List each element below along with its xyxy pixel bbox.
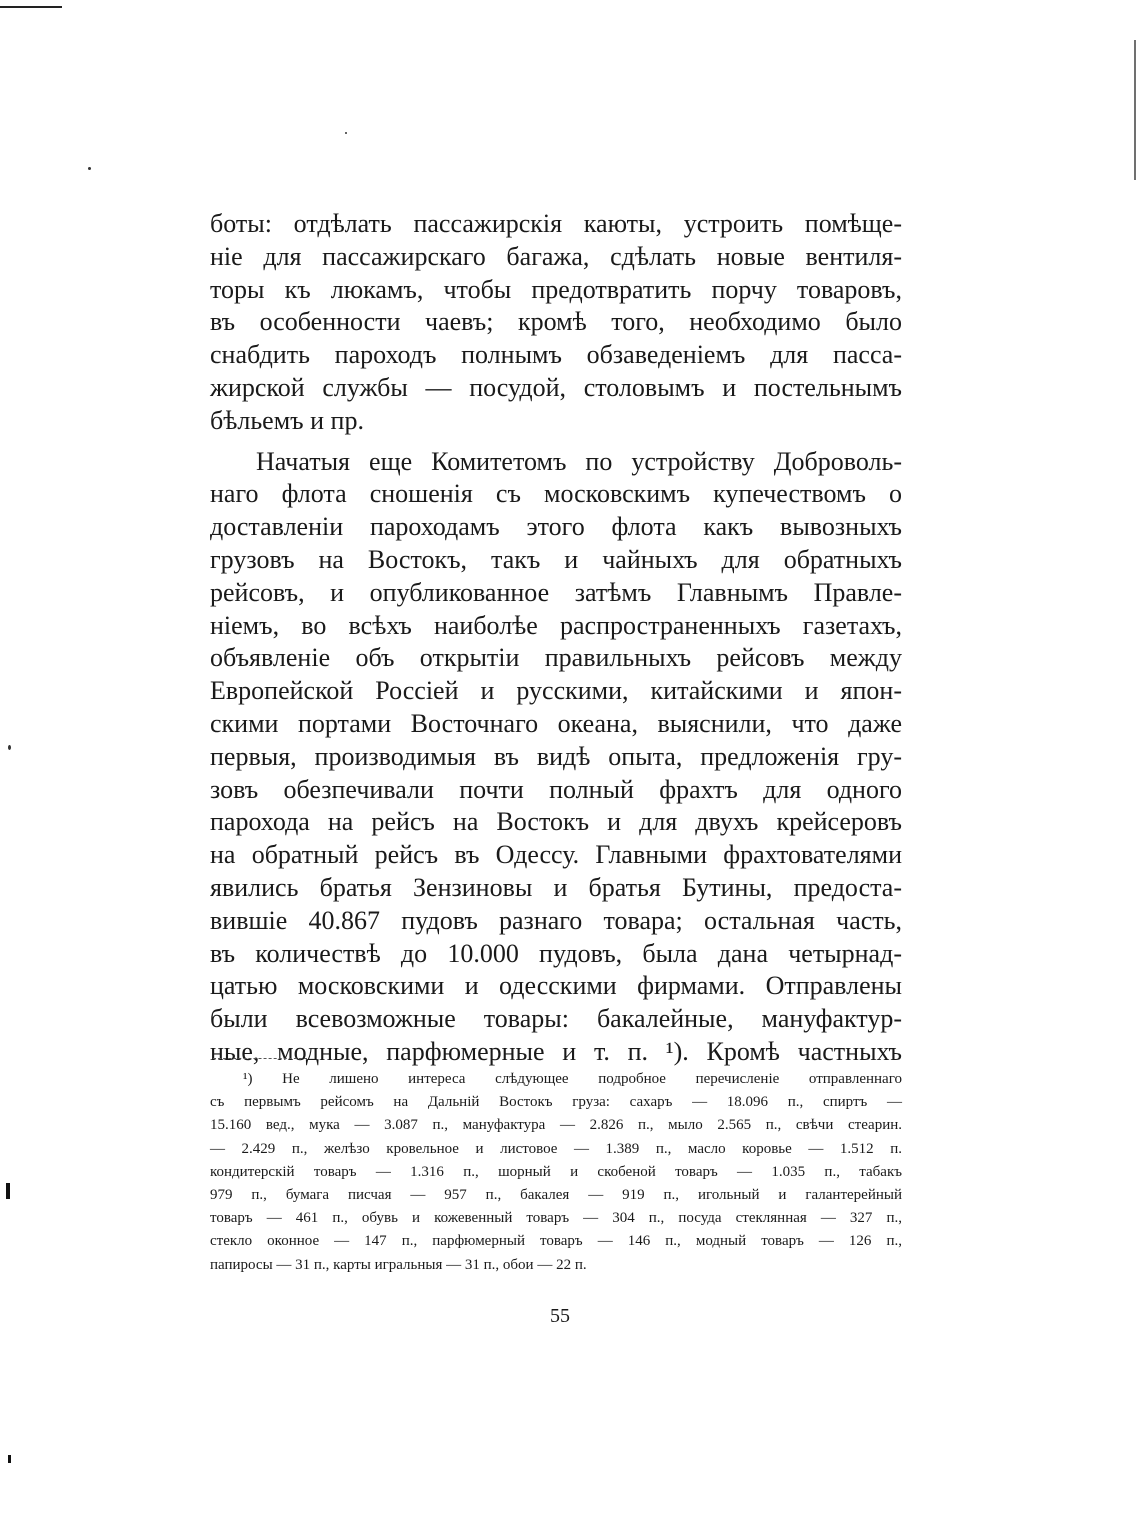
footnote-line: 979 п., бумага писчая — 957 п., бакалея — 919 п., игольный и галантерейный [210,1187,902,1204]
text-line: цатью московскими и одесскими фирмами. Отправлены [210,971,902,1001]
text-line: Европейской Россіей и русскими, китайскими и япон- [210,676,902,706]
scan-edge-mark [6,1183,10,1199]
scan-top-rule [0,6,62,8]
text-line: ніемъ, во всѣхъ наиболѣе распространенныхъ газетахъ, [210,610,902,640]
footnote-line: ¹) Не лишено интереса слѣдующее подробное перечисленіе отправленнаго [243,1071,902,1087]
text-line: въ количествѣ до 10.000 пудовъ, была дана четырнад- [210,938,902,968]
text-line: грузовъ на Востокъ, такъ и чайныхъ для обратныхъ [210,544,902,574]
text-line: явились братья Зензиновы и братья Бутины, предоста- [210,872,902,902]
paragraph-1 [210,208,902,438]
text-line: вившіе 40.867 пудовъ разнаго товара; остальная часть, [210,905,902,935]
text-line: на обратный рейсъ въ Одессу. Главными фрахтователями [210,840,902,870]
text-line: доставленіи пароходамъ этого флота какъ вывозныхъ [210,512,902,542]
text-line: рейсовъ, и опубликованное затѣмъ Главнымъ Правле- [210,577,902,607]
text-line: бѣльемъ и пр. [210,405,364,435]
text-line: снабдить пароходъ полнымъ обзаведеніемъ для пасса- [210,340,902,370]
footnote-line: папиросы — 31 п., карты игральныя — 31 п., обои — 22 п. [210,1256,587,1273]
footnote-separator [213,1058,307,1060]
text-line: Начатыя еще Комитетомъ по устройству Доброволь- [256,446,902,476]
text-line: были всевозможные товары: бакалейные, мануфактур- [210,1004,902,1034]
footnote-line: товаръ — 461 п., обувь и кожевенный товаръ — 304 п., посуда стеклянная — 327 п., [210,1210,902,1227]
footnote-line: 15.160 вед., мука — 3.087 п., мануфактура — 2.826 п., мыло 2.565 п., свѣчи стеарин. [210,1117,902,1134]
footnote-line: — 2.429 п., желѣзо кровельное и листовое — 1.389 п., масло коровье — 1.512 п. [210,1140,902,1157]
text-line: наго флота сношенія съ московскимъ купечествомъ о [210,479,902,509]
text-line: зовъ обезпечивали почти полный фрахтъ для одного [210,774,902,804]
text-line: объявленіе объ открытіи правильныхъ рейсовъ между [210,643,902,673]
footnote-line: съ первымъ рейсомъ на Дальній Востокъ груза: сахаръ — 18.096 п., спиртъ — [210,1094,902,1111]
text-line: ніе для пассажирскаго багажа, сдѣлать новые вентиля- [210,241,902,271]
text-line: ные, модные, парфюмерные и т. п. ¹). Кромѣ частныхъ [210,1036,902,1066]
text-line: первыя, производимыя въ видѣ опыта, предложенія гру- [210,741,902,771]
footnote-line: кондитерскій товаръ — 1.316 п., шорный и скобеной товаръ — 1.035 п., табакъ [210,1163,902,1180]
paragraph-2 [210,446,902,1069]
body-text [210,208,902,1069]
scan-edge-mark [8,1455,11,1463]
text-line: въ особенности чаевъ; кромѣ того, необходимо было [210,307,902,337]
text-line: парохода на рейсъ на Востокъ и для двухъ крейсеровъ [210,807,902,837]
page-number: 55 [550,1305,570,1327]
text-line: торы къ люкамъ, чтобы предотвратить порчу товаровъ, [210,274,902,304]
scan-speck [345,132,347,134]
text-line: жирской службы — посудой, столовымъ и постельнымъ [210,372,902,402]
footnote-line: стекло оконное — 147 п., парфюмерный товаръ — 146 п., модный товаръ — 126 п., [210,1233,902,1250]
footnote [210,1068,902,1277]
scan-edge-mark [1134,40,1136,180]
scan-speck [88,167,91,170]
scan-speck [8,745,11,750]
text-line: скими портами Восточнаго океана, выяснили, что даже [210,708,902,738]
text-line: боты: отдѣлать пассажирскія каюты, устроить помѣще- [210,209,902,238]
